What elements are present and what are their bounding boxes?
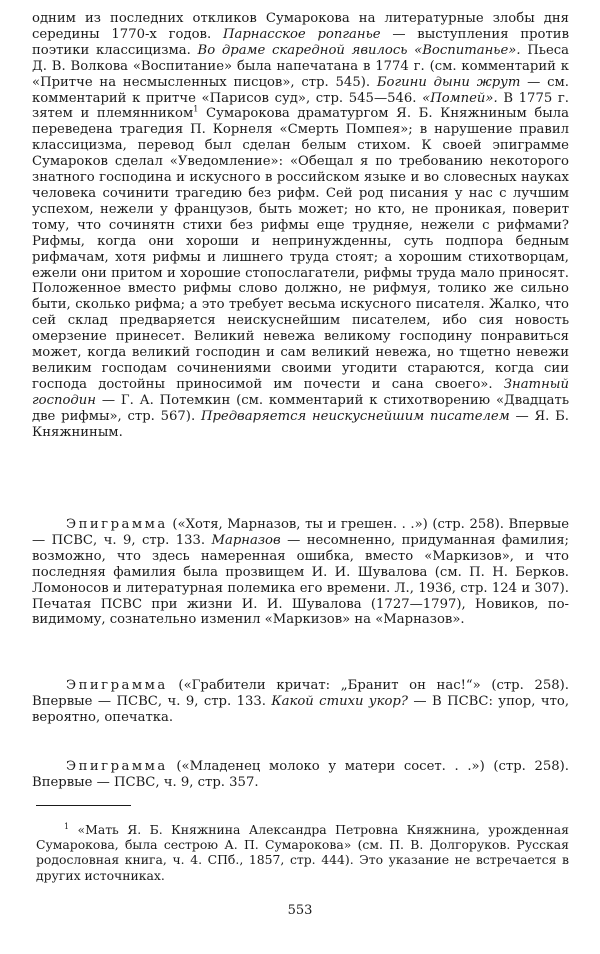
footnote <box>36 822 569 883</box>
italic-run: Предваряется неискуснейшим писателем <box>200 408 510 424</box>
italic-run: Богини дыни жрут <box>376 74 521 90</box>
spaced-heading: Эпиграмма <box>66 678 168 693</box>
footnote-marker: 1 <box>64 821 70 831</box>
text-run: одним из последних откликов Сумарокова на литературные злобы дня середины 1770-х годов. <box>32 11 569 42</box>
spaced-heading: Эпиграмма <box>66 517 168 532</box>
footnote-text: «Мать Я. Б. Княжнина Александра Петровна Княжнина, урожденная Сумарокова, была сестрою А. П. Сумарокова» (см. П. В. Долгоруков. Русская родословная книга, ч. 4. СПб., 1857, стр. 444). Это указание не встречается в других источниках. <box>36 822 569 883</box>
text-run: Сумарокова драматургом Я. Б. Княжниным была переведена трагедия П. Корнеля «Смерть Помпея»; в нарушение правил классицизма, перевод был сделан белым стихом. К своей эпиграмме Сумароков сделал «Уведомление»: «Обещал я по требованию некоторого знатного господина и искусного в российском языке и во словесных науках человека сочинити трагедию без рифм. Сей род писания у нас с лучшим успехом, нежели у французов, быть может; но кто, не проникая, поверит тому, что сочинятн стихи без рифмы еще трудняе, нежели с рифмами? Рифмы, когда они хороши и непринужденны, суть подпора бедным рифмачам, хотя рифмы и лишнего труда стоят; а хорошим стихотворцам, ежели они притом и хорошие стопослагатели, рифмы труда мало приносят. Положенное вместо рифмы слово должно, не рифмуя, толико же сильно быти, сколько рифма; а это требует весьма искусного писателя. Жалко, что сей склад предваряется неискуснейшим писателем, ибо сия новость омерзение принесет. Великий невежа великому господину понравиться может, когда великий господин и сам великий невежа, но тщетно невежи великим господам сочинениями своими угодити стараются, когда сии господа достойны приносимой им почести и сана своего». <box>32 106 570 392</box>
commentary-paragraph-3 <box>32 678 569 726</box>
text-run: — несомненно, придуманная фамилия; возможно, что здесь намеренная ошибка, вместо «Маркизов», и что последняя фамилия была прозвищем И. И. Шувалова (см. П. Н. Берков. Ломоносов и литературная полемика его времени. Л., 1936, стр. 124 и 307). Печатая ПСВС при жизни И. И. Шувалова (1727—1797), Новиков, по-видимому, сознательно изменил «Маркизов» на «Марназов». <box>32 532 569 628</box>
text-run: — см. комментарий к притче «Парисов суд», стр. 545—546. <box>32 74 569 106</box>
italic-run: Во драме скаредной явилось «Воспитанье». <box>197 42 521 58</box>
footnote-ref: 1 <box>193 105 199 115</box>
text-run: Пьеса Д. В. Волкова «Воспитание» была напечатана в 1774 г. (см. комментарий к «Притче на несмысленных писцов», стр. 545). <box>32 42 569 90</box>
spaced-heading: Эпиграмма <box>66 759 168 774</box>
italic-run: Марназов <box>211 532 281 548</box>
commentary-paragraph-1 <box>32 11 569 440</box>
text-run: — Я. Б. Княжниным. <box>32 408 569 440</box>
text-run: («Младенец молоко у матери сосет. . .») (стр. 258). Впервые — ПСВС, ч. 9, стр. 357. <box>32 759 569 790</box>
text-run: — Г. А. Потемкин (см. комментарий к стихотворению «Двадцать две рифмы», стр. 567). <box>32 392 569 424</box>
text-run: («Хотя, Марназов, ты и грешен. . .») (стр. 258). Впервые — ПСВС, ч. 9, стр. 133. <box>32 517 569 548</box>
page-number: 553 <box>287 903 313 918</box>
italic-run: Знатный господин <box>32 376 569 408</box>
commentary-paragraph-2 <box>32 517 569 628</box>
text-run: В 1775 г. зятем и племянником <box>32 90 569 122</box>
text-run: («Грабители кричат: „Бранит он нас!“» (стр. 258). Впервые — ПСВС, ч. 9, стр. 133. <box>32 678 569 709</box>
text-run: — выступления против поэтики классицизма. <box>32 26 569 58</box>
text-run: — В ПСВС: упор, что, вероятно, опечатка. <box>32 693 570 725</box>
italic-run: «Помпей». <box>422 90 498 106</box>
footnote-divider <box>36 805 131 806</box>
italic-run: Парнасское ропганье <box>222 26 381 42</box>
italic-run: Какой стихи укор? <box>271 693 408 709</box>
commentary-paragraph-4 <box>32 759 569 791</box>
